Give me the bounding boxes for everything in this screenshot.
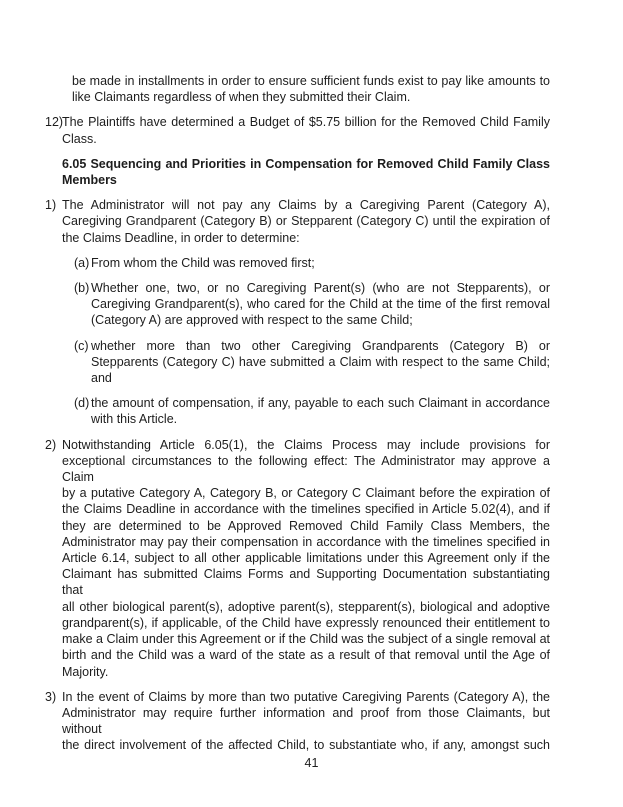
text-line: the Claims Deadline, in order to determine:: [62, 230, 300, 245]
text-line: In the event of Claims by more than two putative Caregiving Parents (Category A), the: [62, 689, 550, 704]
text-line: Notwithstanding Article 6.05(1), the Claims Process may include provisions for: [62, 437, 550, 452]
sub-item-a: [74, 255, 550, 271]
text-line: Article 6.14, subject to all other applicable limitations under this Agreement only if the: [62, 551, 550, 566]
text-line: From whom the Child was removed first;: [91, 255, 315, 270]
text-line: Class.: [62, 131, 97, 146]
text-line: Caregiving Grandparent(s), who cared for the Child at the time of the first removal: [91, 297, 550, 312]
text-line: Caregiving Grandparent (Category B) or Stepparent (Category C) until the expiration of: [62, 214, 550, 229]
item-number: 12): [45, 115, 64, 130]
text-line: Administrator may pay their compensation in accordance with the timelines specified in: [62, 534, 550, 549]
text-line: 6.05 Sequencing and Priorities in Compensation for Removed Child Family Class: [62, 156, 550, 171]
text-line: (Category A) are approved with respect to the same Child;: [91, 313, 413, 328]
sub-item-label: (d): [74, 396, 90, 411]
text-line: birth and the Child was a ward of the state as a result of that removal until the Age of: [62, 648, 550, 663]
text-line: Whether one, two, or no Caregiving Parent(s) (who are not Stepparents), or: [91, 281, 550, 296]
text-line: grandparent(s), if applicable, of the Child have expressly renounced their entitlement to: [62, 615, 550, 630]
text-line: they are determined to be Approved Removed Child Family Class Members, the: [62, 518, 550, 533]
sub-item-label: (c): [74, 338, 89, 353]
text-line: and: [91, 371, 112, 386]
text-line: the direct involvement of the affected Child, to substantiate who, if any, amongst such: [62, 738, 550, 753]
text-line: like Claimants regardless of when they submitted their Claim.: [72, 90, 411, 105]
text-line: by a putative Category A, Category B, or Category C Claimant before the expiration of: [62, 486, 550, 501]
text-line: Stepparents (Category C) have submitted a Claim with respect to the same Child;: [91, 354, 550, 369]
text-line: Majority.: [62, 664, 109, 679]
text-line: be made in installments in order to ensure sufficient funds exist to pay like amounts to: [72, 74, 550, 88]
text-line: exceptional circumstances to the following effect: The Administrator may approve a Claim: [62, 453, 550, 485]
sub-item-c: [74, 338, 550, 387]
sub-item-b: [74, 280, 550, 329]
text-line: the amount of compensation, if any, payable to each such Claimant in accordance: [91, 396, 550, 411]
page-number: 41: [304, 756, 319, 770]
text-line: the Claims Deadline in accordance with the timelines specified in Article 5.02(4), and if: [62, 502, 550, 517]
list-item-2: [45, 437, 550, 680]
text-line: The Administrator will not pay any Claims by a Caregiving Parent (Category A),: [62, 198, 550, 213]
text-line: with this Article.: [91, 412, 178, 427]
sub-item-d: [74, 395, 550, 427]
text-line: Members: [62, 173, 117, 188]
text-line: Administrator may require further information and proof from those Claimants, but without: [62, 705, 550, 737]
text-line: all other biological parent(s), adoptive parent(s), stepparent(s), biological and adoptive: [62, 599, 550, 614]
list-item-1: [45, 197, 550, 246]
item-number: 2): [45, 437, 57, 452]
item-number: 3): [45, 689, 57, 704]
section-heading: [62, 156, 550, 188]
sub-item-label: (b): [74, 281, 90, 296]
text-line: whether more than two other Caregiving Grandparents (Category B) or: [91, 338, 550, 353]
list-item-12: [45, 114, 550, 146]
text-line: Claimant has submitted Claims Forms and Supporting Documentation substantiating that: [62, 567, 550, 598]
text-line: The Plaintiffs have determined a Budget of $5.75 billion for the Removed Child Family: [62, 115, 550, 130]
sub-item-label: (a): [74, 255, 90, 270]
item-number: 1): [45, 198, 57, 213]
text-line: make a Claim under this Agreement or if the Child was the subject of a single removal at: [62, 632, 550, 647]
paragraph-continuation: [72, 73, 550, 105]
document-content: [45, 73, 550, 754]
list-item-3: [45, 689, 550, 754]
